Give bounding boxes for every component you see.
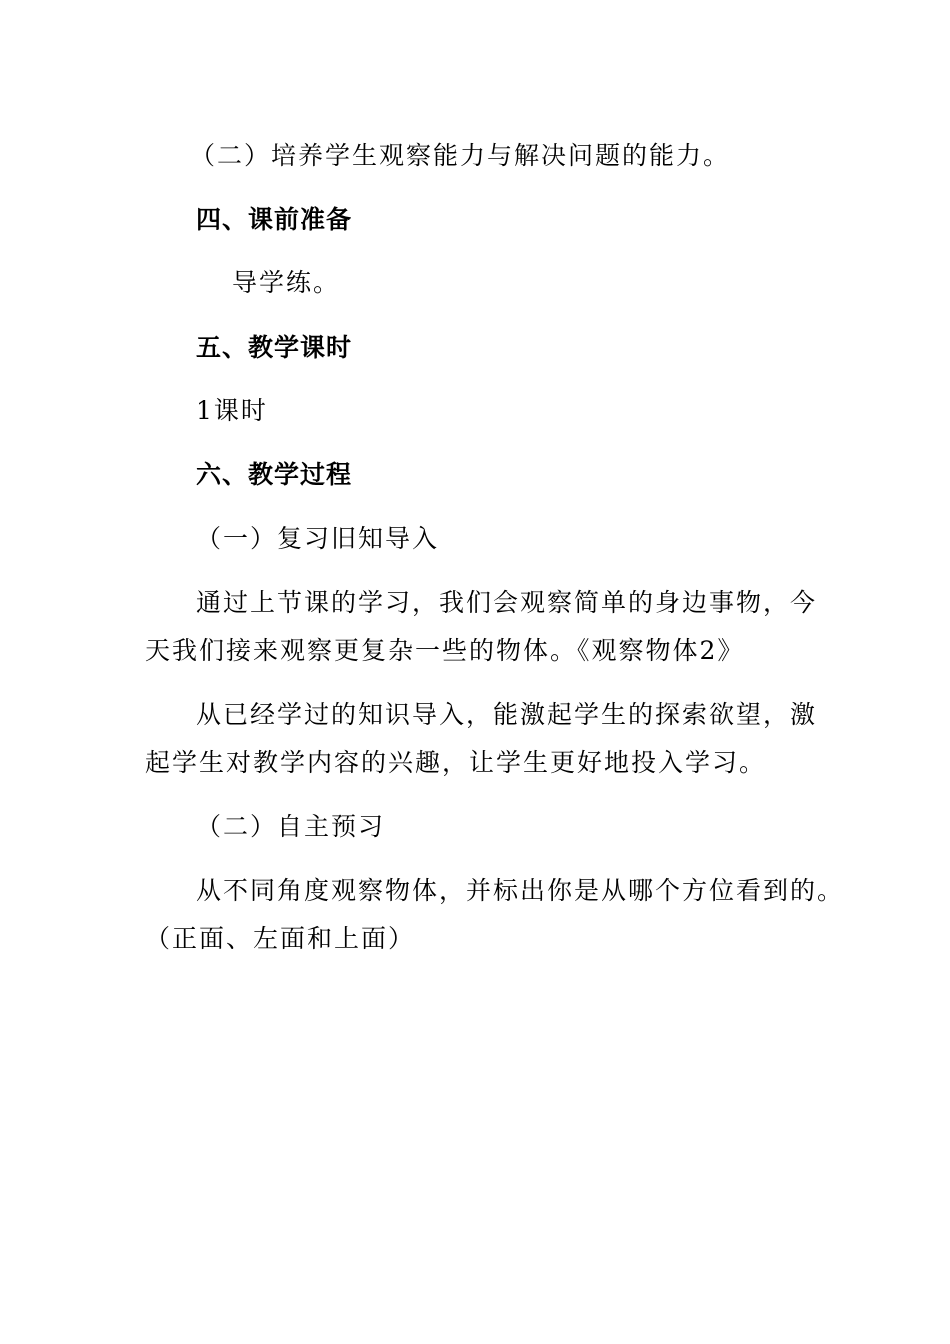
paragraph-preview-line-2: （正面、左面和上面）	[145, 924, 416, 953]
paragraph-intent-line-1: 从已经学过的知识导入，能激起学生的探索欲望，激	[196, 700, 818, 729]
section-heading-preparation: 四、课前准备	[196, 205, 353, 234]
paragraph-review-line-1: 通过上节课的学习，我们会观察简单的身边事物，今	[196, 588, 818, 617]
class-hours-text: 1课时	[196, 396, 268, 425]
objective-text: （二）培养学生观察能力与解决问题的能力。	[190, 141, 731, 170]
paragraph-intent-line-2: 起学生对教学内容的兴趣，让学生更好地投入学习。	[145, 748, 767, 777]
section-heading-class-hours: 五、教学课时	[196, 333, 353, 362]
paragraph-review-line-2: 天我们接来观察更复杂一些的物体。《观察物体2》	[145, 636, 745, 665]
subheading-preview: （二）自主预习	[196, 812, 386, 841]
paragraph-preview-line-1: 从不同角度观察物体，并标出你是从哪个方位看到的。	[196, 876, 845, 905]
subheading-review: （一）复习旧知导入	[196, 524, 440, 553]
preparation-text: 导学练。	[232, 268, 341, 297]
section-heading-process: 六、教学过程	[196, 460, 353, 489]
